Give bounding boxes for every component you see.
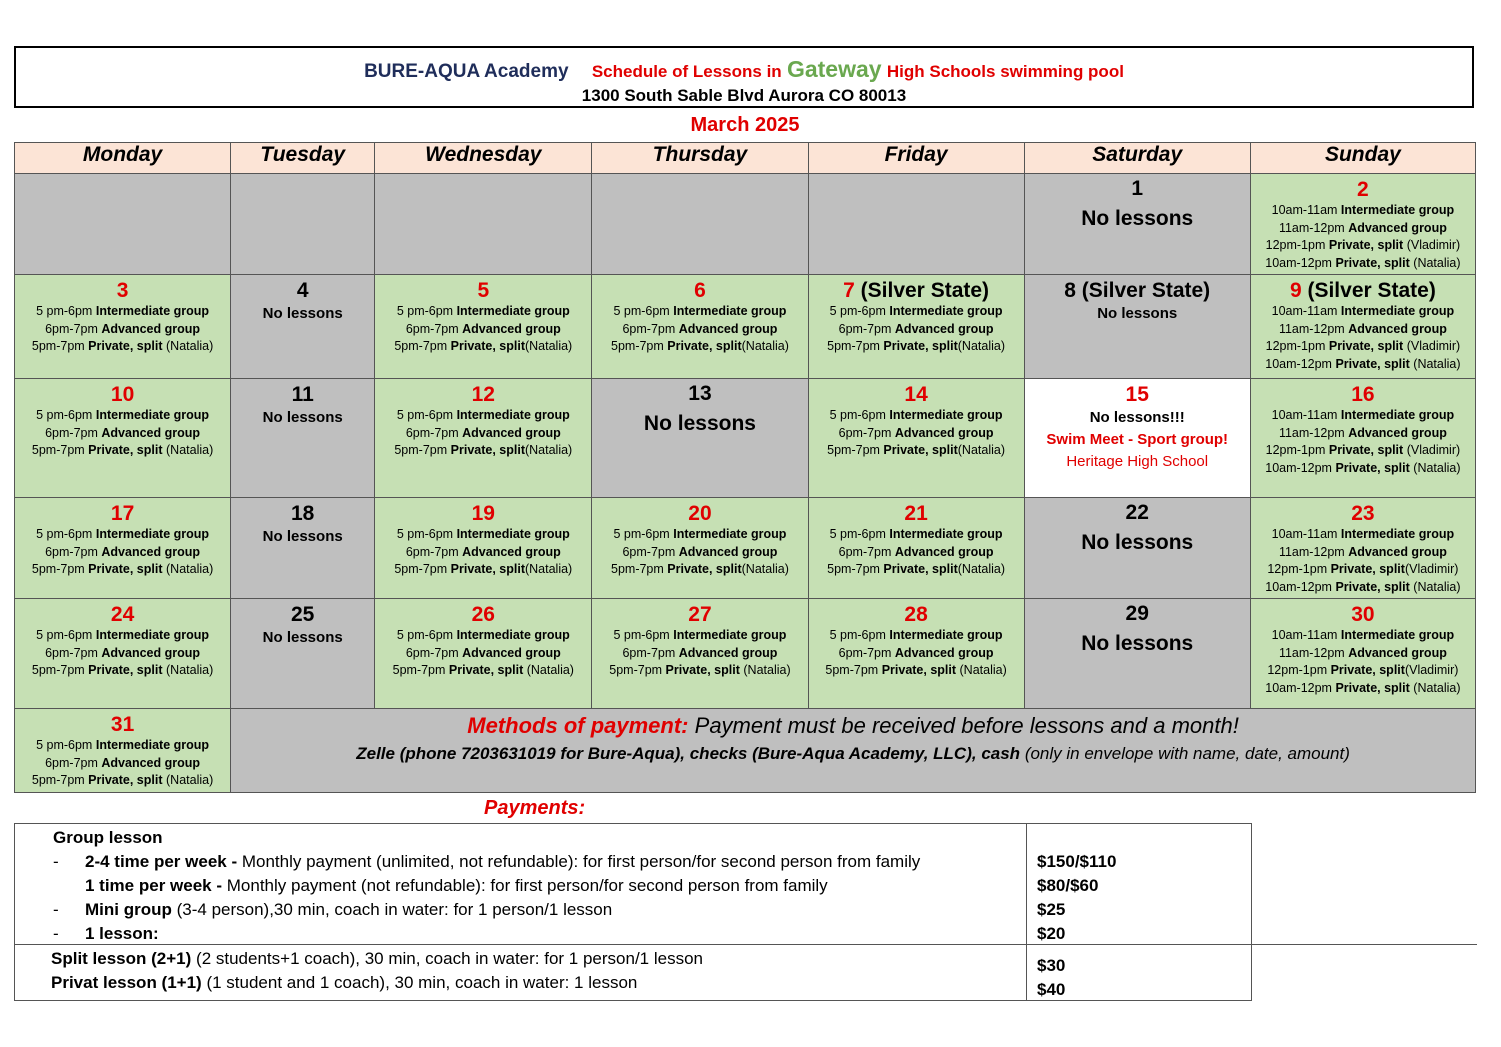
day-number: 13	[688, 382, 712, 405]
lesson-line: 10am-12pm Private, split (Natalia)	[1265, 255, 1461, 270]
lesson-line: 6pm-7pm Advanced group	[405, 425, 561, 440]
lesson-line: 5pm-7pm Private, split(Natalia)	[827, 339, 1006, 353]
day-cell-10	[15, 379, 231, 498]
lesson-line: 10am-12pm Private, split (Natalia)	[1265, 460, 1461, 475]
day-cell-21	[808, 498, 1024, 599]
lesson-line: 5pm-7pm Private, split (Natalia)	[31, 562, 214, 576]
lesson-line: 5 pm-6pm Intermediate group	[36, 304, 210, 318]
day-number: 7 (Silver State)	[843, 279, 990, 302]
lesson-line: 5 pm-6pm Intermediate group	[829, 408, 1003, 422]
lesson-line: 12pm-1pm Private, split (Vladimir)	[1265, 443, 1461, 457]
day-number: 12	[471, 383, 495, 406]
lesson-line: 5 pm-6pm Intermediate group	[829, 304, 1003, 318]
day-cell-5	[375, 275, 592, 379]
lesson-line: 6pm-7pm Advanced group	[45, 321, 201, 336]
group-lesson-title: Group lesson	[53, 828, 163, 847]
empty-cell	[592, 174, 808, 275]
lesson-line: 5pm-7pm Private, split(Natalia)	[394, 339, 573, 353]
day-number: 11	[291, 383, 314, 406]
header-sunday: Sunday	[1250, 143, 1475, 174]
day-cell-6	[592, 275, 808, 379]
meet-location: Heritage High School	[1066, 453, 1209, 470]
dash: -	[53, 900, 59, 919]
week-row	[15, 174, 1476, 275]
empty-cell	[375, 174, 592, 275]
lesson-line: 5pm-7pm Private, split(Natalia)	[394, 562, 573, 576]
price-value: $25	[1037, 900, 1066, 919]
academy-name: BURE-AQUA Academy	[364, 61, 569, 82]
lesson-line: 5 pm-6pm Intermediate group	[36, 738, 210, 752]
schedule-title-pre: Schedule of Lessons in	[591, 62, 782, 81]
lesson-line: 5 pm-6pm Intermediate group	[396, 304, 570, 318]
header-thursday: Thursday	[592, 143, 808, 174]
day-number: 16	[1351, 383, 1375, 406]
day-cell-31	[15, 709, 231, 793]
price-value: $20	[1037, 924, 1066, 943]
lesson-line: 6pm-7pm Advanced group	[838, 645, 994, 660]
lesson-line: 6pm-7pm Advanced group	[838, 425, 994, 440]
lesson-line: 5pm-7pm Private, split(Natalia)	[611, 339, 789, 353]
lesson-line: 6pm-7pm Advanced group	[405, 321, 561, 336]
lesson-line: 5pm-7pm Private, split(Natalia)	[611, 562, 789, 576]
lesson-line: 5 pm-6pm Intermediate group	[613, 527, 787, 541]
payments-table	[14, 823, 1252, 1001]
lesson-line: 10am-12pm Private, split (Natalia)	[1265, 356, 1461, 371]
lesson-line: 5 pm-6pm Intermediate group	[829, 527, 1003, 541]
lesson-line: 12pm-1pm Private, split(Vladimir)	[1267, 562, 1459, 576]
day-number: 31	[110, 713, 135, 736]
day-number: 23	[1351, 502, 1375, 525]
no-lessons-label: No lessons	[1081, 207, 1194, 230]
lesson-line: 10am-12pm Private, split (Natalia)	[1265, 579, 1461, 594]
price-row: Split lesson (2+1) (2 students+1 coach), 30 min, coach in water: for 1 person/1 lesson	[51, 949, 704, 968]
gateway-name: Gateway	[786, 56, 882, 82]
day-cell-12	[375, 379, 592, 498]
header-monday: Monday	[15, 143, 231, 174]
price-value: $40	[1037, 980, 1066, 999]
day-number: 14	[904, 383, 928, 406]
day-number: 24	[110, 603, 135, 626]
no-lessons-label: No lessons	[262, 528, 343, 545]
day-number: 30	[1351, 603, 1375, 626]
empty-cell	[231, 174, 375, 275]
dash: -	[53, 924, 59, 943]
price-row: 1 time per week - Monthly payment (not refundable): for first person/for second person from family	[85, 876, 828, 895]
lesson-line: 10am-11am Intermediate group	[1271, 408, 1455, 422]
lesson-line: 6pm-7pm Advanced group	[622, 645, 778, 660]
day-cell-23	[1250, 498, 1475, 599]
lesson-line: 6pm-7pm Advanced group	[838, 321, 994, 336]
lesson-line: 5 pm-6pm Intermediate group	[613, 304, 787, 318]
day-cell-22	[1024, 498, 1250, 599]
lesson-line: 5 pm-6pm Intermediate group	[36, 527, 210, 541]
day-number: 9 (Silver State)	[1289, 279, 1436, 302]
day-number: 17	[110, 502, 135, 525]
day-cell-25	[231, 599, 375, 709]
lesson-line: 6pm-7pm Advanced group	[622, 544, 778, 559]
day-cell-16	[1250, 379, 1475, 498]
day-cell-27	[592, 599, 808, 709]
payment-methods-line: Methods of payment: Payment must be received before lessons and a month!	[467, 713, 1239, 738]
price-value: $150/$110	[1037, 852, 1117, 871]
day-number: 18	[291, 502, 315, 525]
lesson-line: 10am-11am Intermediate group	[1271, 527, 1455, 541]
lesson-line: 6pm-7pm Advanced group	[45, 544, 201, 559]
dash: -	[53, 852, 59, 871]
header-friday: Friday	[808, 143, 1024, 174]
price-row: 1 lesson:	[85, 924, 159, 943]
lesson-line: 12pm-1pm Private, split (Vladimir)	[1265, 238, 1461, 252]
lesson-line: 5 pm-6pm Intermediate group	[396, 527, 570, 541]
no-lessons-label: No lessons!!!	[1089, 409, 1185, 426]
lesson-line: 11am-12pm Advanced group	[1278, 645, 1447, 660]
day-cell-13	[592, 379, 808, 498]
day-number: 21	[904, 502, 928, 525]
day-number: 3	[116, 279, 129, 302]
no-lessons-label: No lessons	[1081, 531, 1194, 554]
lesson-line: 10am-11am Intermediate group	[1271, 203, 1455, 217]
lesson-line: 12pm-1pm Private, split (Vladimir)	[1265, 339, 1461, 353]
week-row	[15, 498, 1476, 599]
lesson-line: 5pm-7pm Private, split (Natalia)	[31, 339, 214, 353]
day-number: 4	[296, 279, 309, 302]
lesson-line: 5 pm-6pm Intermediate group	[396, 628, 570, 642]
day-cell-9	[1250, 275, 1475, 379]
lesson-line: 6pm-7pm Advanced group	[622, 321, 778, 336]
lesson-line: 5pm-7pm Private, split(Natalia)	[827, 562, 1006, 576]
lesson-line: 6pm-7pm Advanced group	[405, 645, 561, 660]
lesson-line: 10am-11am Intermediate group	[1271, 304, 1455, 318]
lesson-line: 5pm-7pm Private, split (Natalia)	[31, 773, 214, 787]
day-cell-24	[15, 599, 231, 709]
lesson-line: 5pm-7pm Private, split (Natalia)	[609, 663, 791, 677]
no-lessons-label: No lessons	[643, 412, 756, 435]
payment-details-line: Zelle (phone 7203631019 for Bure-Aqua), checks (Bure-Aqua Academy, LLC), cash (only in envelope with name, date, amount)	[356, 744, 1350, 763]
lesson-line: 6pm-7pm Advanced group	[405, 544, 561, 559]
no-lessons-label: No lessons	[1097, 305, 1178, 322]
week-row	[15, 709, 1476, 793]
lesson-line: 6pm-7pm Advanced group	[45, 645, 201, 660]
day-number: 10	[110, 383, 135, 406]
lesson-line: 5 pm-6pm Intermediate group	[36, 628, 210, 642]
day-cell-14	[808, 379, 1024, 498]
lesson-line: 5 pm-6pm Intermediate group	[829, 628, 1003, 642]
day-cell-26	[375, 599, 592, 709]
day-cell-8	[1024, 275, 1250, 379]
day-number: 6	[694, 279, 706, 302]
price-value: $80/$60	[1037, 876, 1099, 895]
day-cell-17	[15, 498, 231, 599]
day-cell-1	[1024, 174, 1250, 275]
no-lessons-label: No lessons	[262, 629, 343, 646]
day-cell-3	[15, 275, 231, 379]
lesson-line: 10am-11am Intermediate group	[1271, 628, 1455, 642]
price-row: Privat lesson (1+1) (1 student and 1 coach), 30 min, coach in water: 1 lesson	[51, 973, 638, 992]
header-tuesday: Tuesday	[231, 143, 375, 174]
price-row: Mini group (3-4 person),30 min, coach in water: for 1 person/1 lesson	[85, 900, 613, 919]
day-cell-4	[231, 275, 375, 379]
price-value: $30	[1037, 956, 1066, 975]
week-row	[15, 599, 1476, 709]
day-cell-11	[231, 379, 375, 498]
day-cell-29	[1024, 599, 1250, 709]
day-cell-20	[592, 498, 808, 599]
day-cell-28	[808, 599, 1024, 709]
day-number: 22	[1125, 501, 1149, 524]
no-lessons-label: No lessons	[262, 305, 343, 322]
price-row: 2-4 time per week - Monthly payment (unlimited, not refundable): for first person/for second person from family	[85, 852, 921, 871]
calendar-table	[14, 142, 1476, 793]
no-lessons-label: No lessons	[1081, 632, 1194, 655]
schedule-header	[14, 46, 1474, 108]
day-number: 29	[1125, 602, 1149, 625]
lesson-line: 5 pm-6pm Intermediate group	[36, 408, 210, 422]
lesson-line: 11am-12pm Advanced group	[1278, 321, 1447, 336]
month-title: March 2025	[690, 114, 800, 136]
day-cell-15	[1024, 379, 1250, 498]
payments-title: Payments:	[484, 797, 586, 819]
header-wednesday: Wednesday	[375, 143, 592, 174]
day-number: 28	[904, 603, 928, 626]
day-number: 27	[688, 603, 712, 626]
day-number: 26	[471, 603, 495, 626]
lesson-line: 5pm-7pm Private, split (Natalia)	[825, 663, 1007, 677]
lesson-line: 11am-12pm Advanced group	[1278, 220, 1447, 235]
day-number: 5	[477, 279, 490, 302]
weekday-header-row	[15, 143, 1476, 174]
day-number: 2	[1357, 178, 1369, 201]
no-lessons-label: No lessons	[262, 409, 343, 426]
header-saturday: Saturday	[1024, 143, 1250, 174]
row-divider	[15, 944, 1477, 945]
day-cell-30	[1250, 599, 1475, 709]
lesson-line: 5 pm-6pm Intermediate group	[396, 408, 570, 422]
payment-methods-cell	[231, 709, 1476, 793]
day-number: 19	[471, 502, 495, 525]
lesson-line: 6pm-7pm Advanced group	[838, 544, 994, 559]
lesson-line: 5pm-7pm Private, split (Natalia)	[31, 663, 214, 677]
week-row	[15, 379, 1476, 498]
day-number: 8 (Silver State)	[1064, 279, 1211, 302]
swim-meet-label: Swim Meet - Sport group!	[1046, 431, 1229, 448]
lesson-line: 5pm-7pm Private, split(Natalia)	[394, 443, 573, 457]
day-cell-2	[1250, 174, 1475, 275]
lesson-line: 10am-12pm Private, split (Natalia)	[1265, 680, 1461, 695]
week-row	[15, 275, 1476, 379]
lesson-line: 11am-12pm Advanced group	[1278, 544, 1447, 559]
day-number: 1	[1131, 177, 1144, 200]
day-cell-7	[808, 275, 1024, 379]
empty-cell	[808, 174, 1024, 275]
column-divider	[1026, 824, 1027, 1000]
lesson-line: 6pm-7pm Advanced group	[45, 425, 201, 440]
day-number: 20	[688, 502, 712, 525]
day-cell-19	[375, 498, 592, 599]
schedule-title-post: High Schools swimming pool	[886, 62, 1124, 81]
lesson-line: 5pm-7pm Private, split (Natalia)	[392, 663, 574, 677]
lesson-line: 5pm-7pm Private, split (Natalia)	[31, 443, 214, 457]
address: 1300 South Sable Blvd Aurora CO 80013	[581, 86, 907, 105]
day-cell-18	[231, 498, 375, 599]
lesson-line: 5 pm-6pm Intermediate group	[613, 628, 787, 642]
lesson-line: 12pm-1pm Private, split(Vladimir)	[1267, 663, 1459, 677]
day-number: 25	[291, 603, 315, 626]
lesson-line: 6pm-7pm Advanced group	[45, 755, 201, 770]
lesson-line: 11am-12pm Advanced group	[1278, 425, 1447, 440]
lesson-line: 5pm-7pm Private, split(Natalia)	[827, 443, 1006, 457]
empty-cell	[15, 174, 231, 275]
day-number: 15	[1125, 383, 1149, 406]
